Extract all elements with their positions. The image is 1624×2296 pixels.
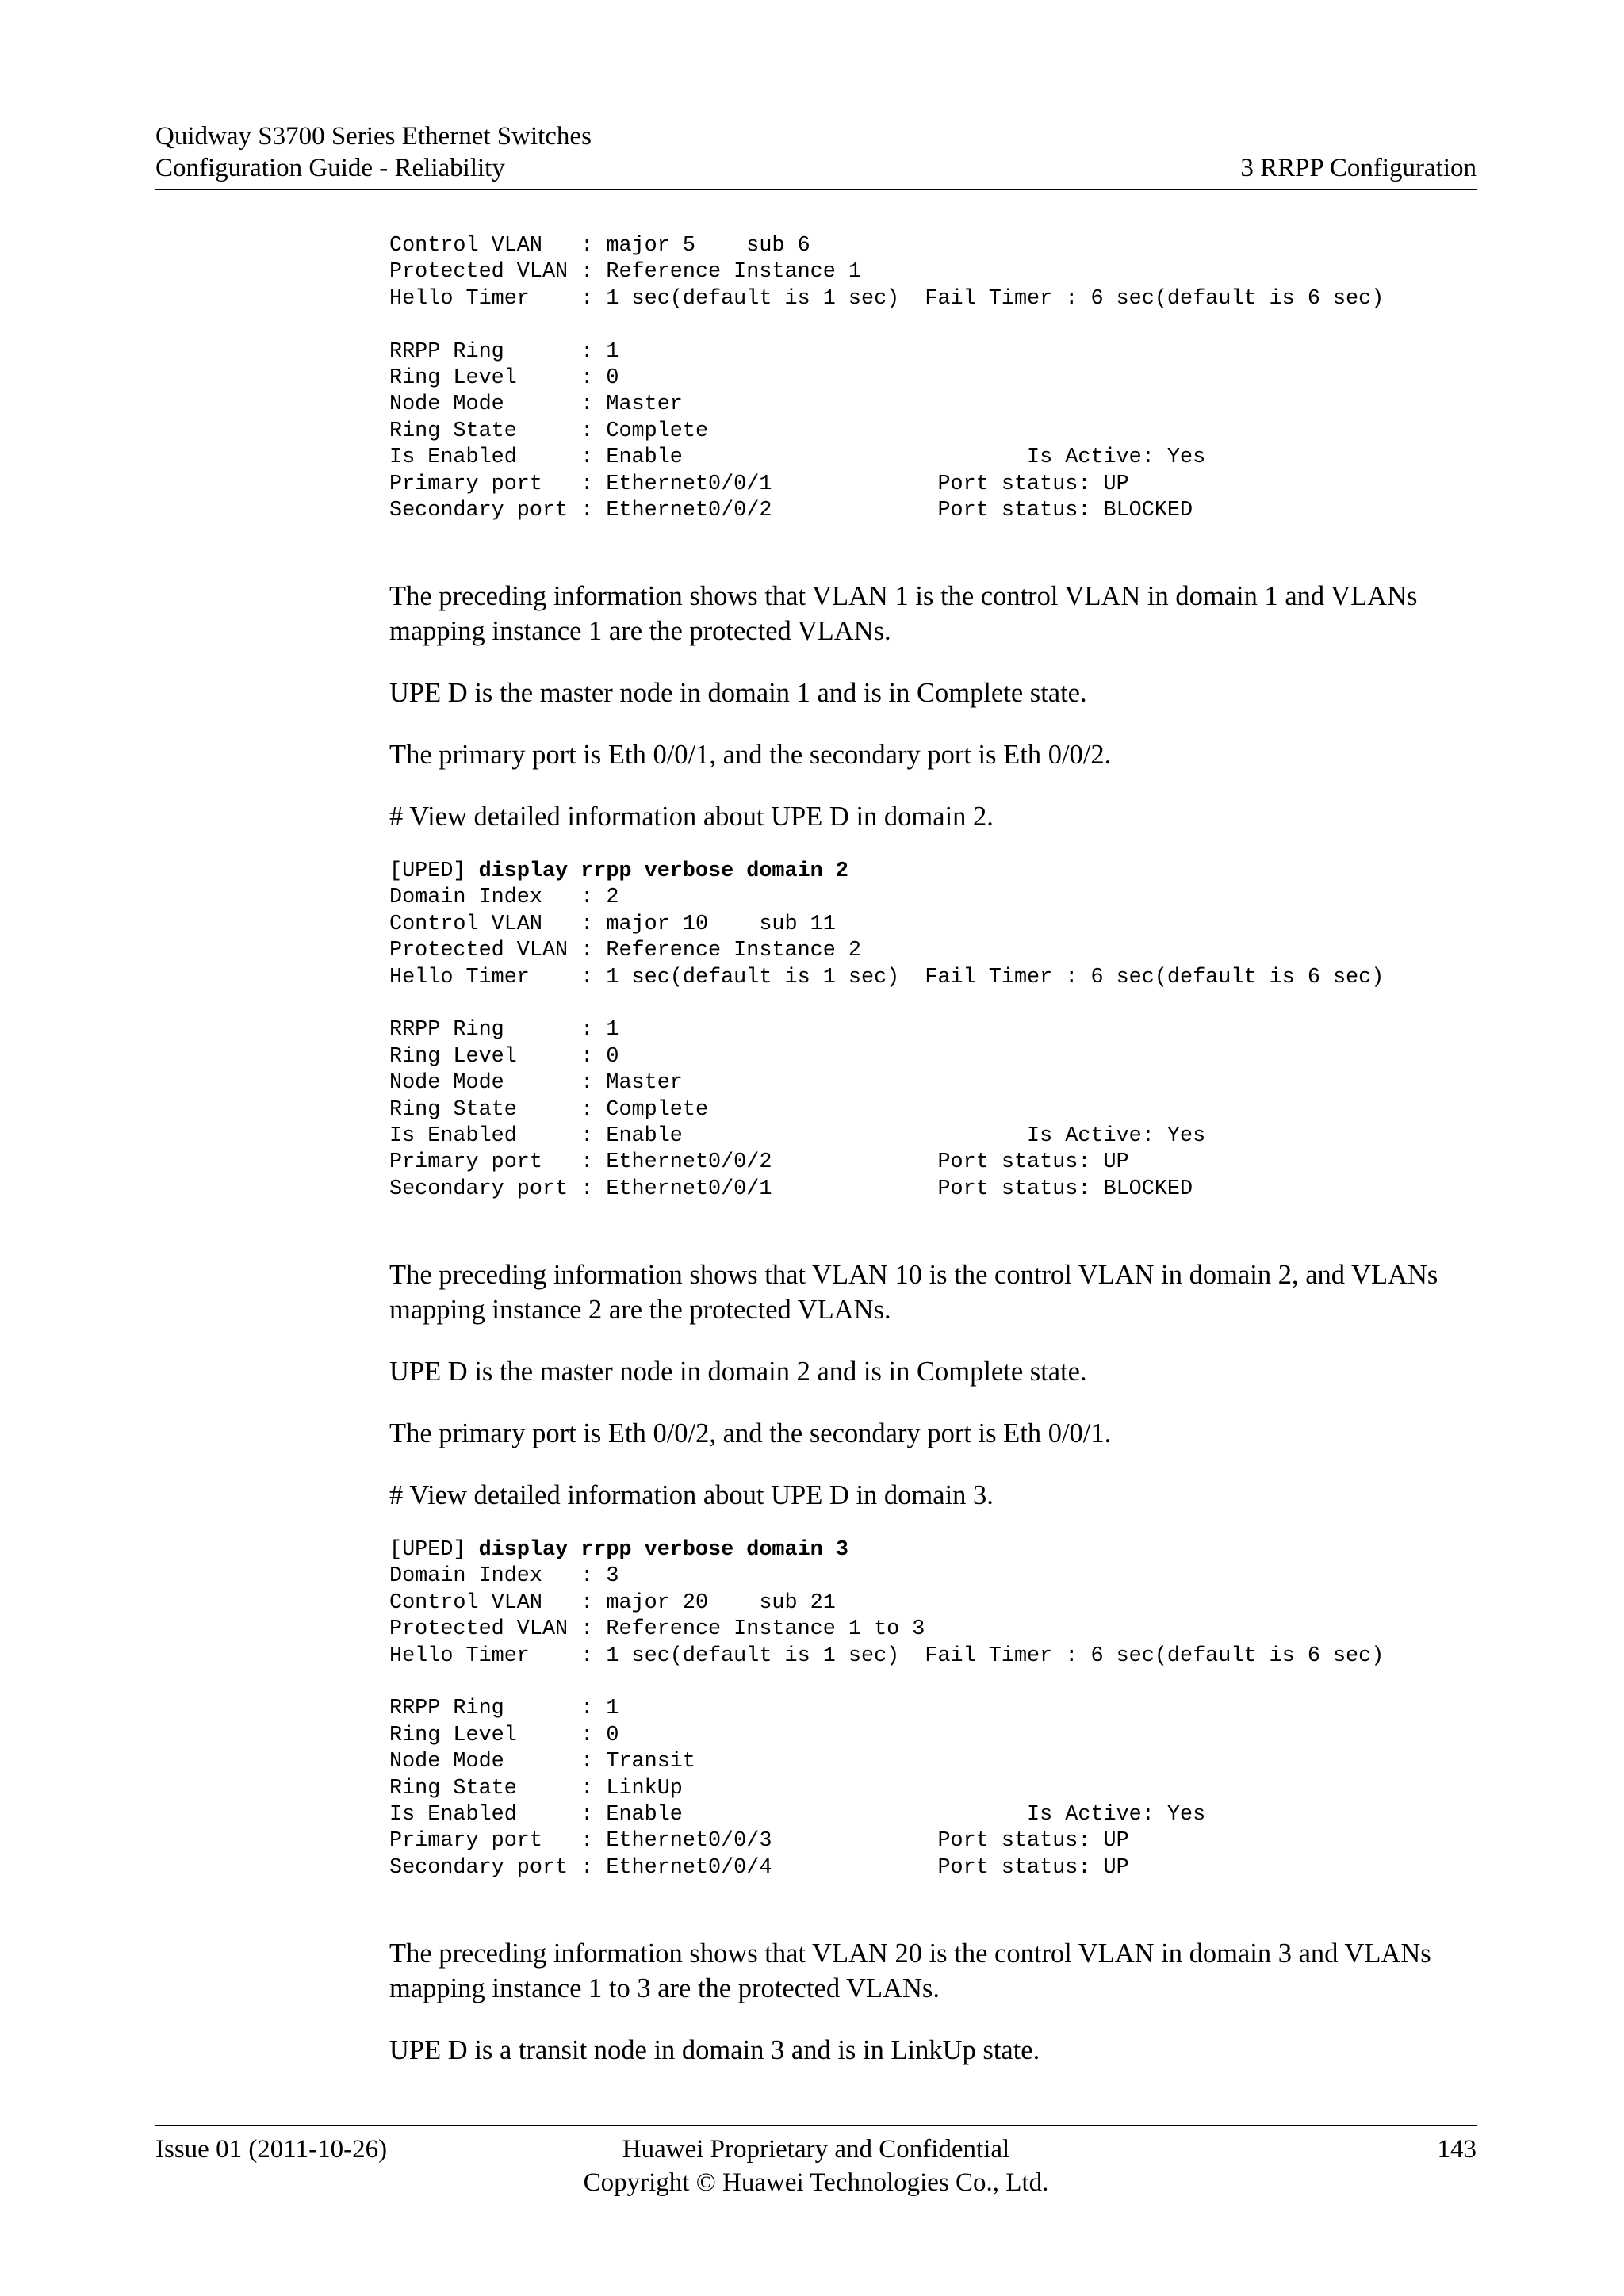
paragraph-domain-2-node-state: UPE D is the master node in domain 2 and is in Complete state. bbox=[389, 1357, 1087, 1387]
paragraph-domain-1-ports: The primary port is Eth 0/0/1, and the secondary port is Eth 0/0/2. bbox=[389, 740, 1112, 770]
footer-copyright: Copyright © Huawei Technologies Co., Ltd. bbox=[583, 2168, 1049, 2197]
page-header bbox=[155, 117, 1477, 190]
page-footer bbox=[155, 2125, 1477, 2198]
paragraph-domain-3-node-state: UPE D is a transit node in domain 3 and is in LinkUp state. bbox=[389, 2035, 1040, 2065]
header-chapter-title: 3 RRPP Configuration bbox=[1240, 154, 1477, 182]
paragraph-view-domain-2: # View detailed information about UPE D in domain 2. bbox=[389, 802, 994, 832]
code-block-domain-1-output: Control VLAN : major 5 sub 6 Protected VLAN : Reference Instance 1 Hello Timer : 1 sec(default is 1 sec) Fail Timer : 6 sec(default is 6 sec) RRPP Ring : 1 Ring Level : 0 Node Mode : Master Ring State : Complete Is Enabled : Enable Is Active: Yes Primary port : Ethernet0/0/1 Port status: UP Secondary port : Ethernet0/0/2 Port status: BLOCKED bbox=[389, 234, 1385, 523]
code-block-domain-3 bbox=[389, 1537, 1384, 1881]
paragraph-domain-1-node-state: UPE D is the master node in domain 1 and is in Complete state. bbox=[389, 678, 1087, 708]
paragraph-domain-1-vlan-summary: The preceding information shows that VLAN 1 is the control VLAN in domain 1 and VLANs mapping instance 1 are the protected VLANs. bbox=[389, 581, 1418, 646]
command-text: display rrpp verbose domain 2 bbox=[478, 859, 848, 883]
paragraph-view-domain-3: # View detailed information about UPE D in domain 3. bbox=[389, 1480, 994, 1510]
paragraph-domain-3-vlan-summary: The preceding information shows that VLAN 20 is the control VLAN in domain 3 and VLANs mapping instance 1 to 3 are the protected VLANs. bbox=[389, 1938, 1431, 2003]
command-prompt: [UPED] bbox=[389, 1538, 479, 1562]
command-output: Domain Index : 3 Control VLAN : major 20 sub 21 Protected VLAN : Reference Instance 1 to 3 Hello Timer : 1 sec(default is 1 sec) Fail Timer : 6 sec(default is 6 sec) RRPP Ring : 1 Ring Level : 0 Node Mode : Transit Ring State : LinkUp Is Enabled : Enable Is Active: Yes Primary port : Ethernet0/0/3 Port status: UP Secondary port : Ethernet0/0/4 Port status: UP bbox=[389, 1564, 1385, 1880]
page-number: 143 bbox=[1437, 2135, 1477, 2164]
paragraph-domain-2-vlan-summary: The preceding information shows that VLAN 10 is the control VLAN in domain 2, and VLANs mapping instance 2 are the protected VLANs. bbox=[389, 1260, 1438, 1325]
command-output: Domain Index : 2 Control VLAN : major 10 sub 11 Protected VLAN : Reference Instance 2 Hello Timer : 1 sec(default is 1 sec) Fail Timer : 6 sec(default is 6 sec) RRPP Ring : 1 Ring Level : 0 Node Mode : Master Ring State : Complete Is Enabled : Enable Is Active: Yes Primary port : Ethernet0/0/2 Port status: UP Secondary port : Ethernet0/0/1 Port status: BLOCKED bbox=[389, 886, 1385, 1201]
footer-proprietary-notice: Huawei Proprietary and Confidential bbox=[622, 2135, 1010, 2164]
command-prompt: [UPED] bbox=[389, 859, 479, 883]
command-text: display rrpp verbose domain 3 bbox=[478, 1538, 848, 1562]
footer-issue-date: Issue 01 (2011-10-26) bbox=[155, 2135, 388, 2164]
code-block-domain-2 bbox=[389, 859, 1384, 1203]
header-guide-title: Configuration Guide - Reliability bbox=[155, 154, 505, 182]
header-product-title: Quidway S3700 Series Ethernet Switches bbox=[155, 122, 592, 151]
paragraph-domain-2-ports: The primary port is Eth 0/0/2, and the secondary port is Eth 0/0/1. bbox=[389, 1418, 1112, 1448]
